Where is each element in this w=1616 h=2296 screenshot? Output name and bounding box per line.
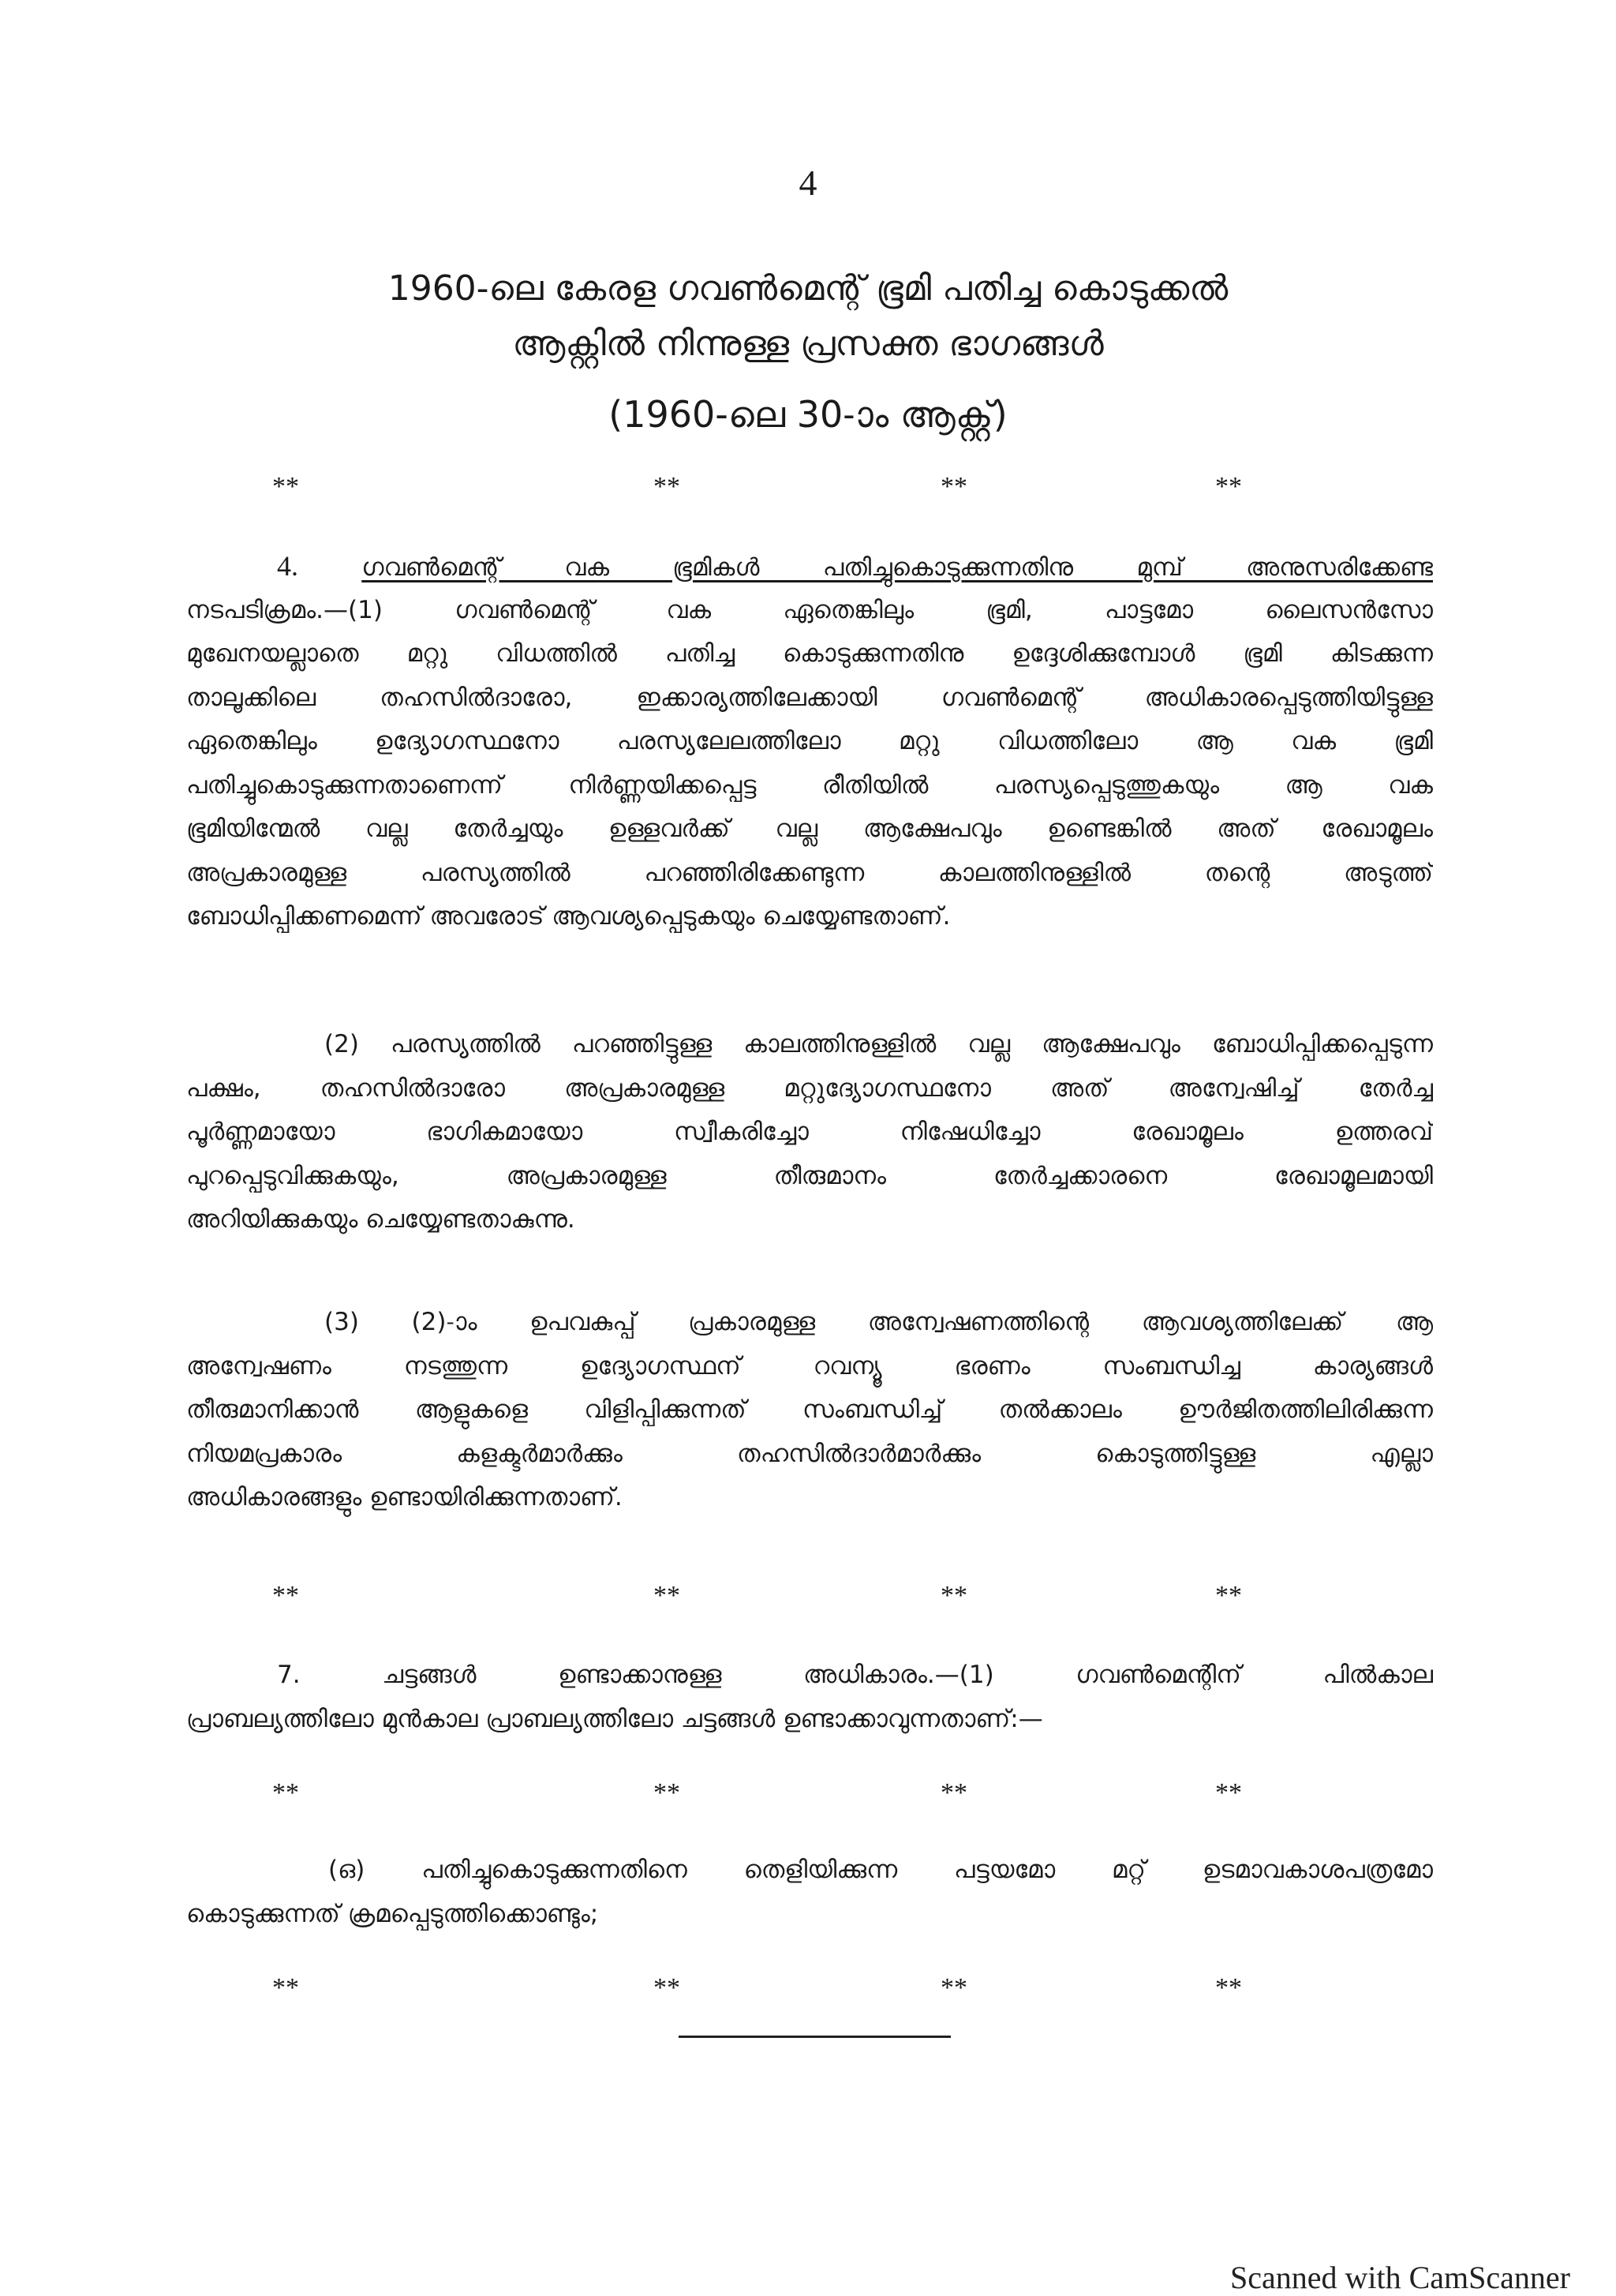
separator-stars: ** <box>941 1581 967 1610</box>
paragraph-line: ബോധിപ്പിക്കണമെന്ന് അവരോട് ആവശ്യപ്പെടുകയും ചെയ്യേണ്ടതാണ്. <box>186 902 951 931</box>
separator-row <box>0 1973 1616 2005</box>
paragraph-line: പൂർണ്ണമായോ ഭാഗികമായോ സ്വീകരിച്ചോ നിഷേധിച്ചോ രേഖാമൂലം ഉത്തരവ് <box>186 1118 1433 1146</box>
paragraph-line: അറിയിക്കുകയും ചെയ്യേണ്ടതാകുന്നു. <box>186 1205 575 1234</box>
section-7-paragraph <box>186 1654 1433 1741</box>
end-rule <box>679 2036 951 2038</box>
section-heading: ഗവൺമെന്റ് വക ഭൂമികൾ പതിച്ചുകൊടുക്കുന്നതിനു മുമ്പ് അനുസരിക്കേണ്ട <box>361 553 1433 582</box>
scanner-watermark: Scanned with CamScanner <box>1230 2260 1570 2295</box>
paragraph-line: 7. ചട്ടങ്ങൾ ഉണ്ടാക്കാനുള്ള അധികാരം.—(1) ഗവൺമെന്റിന് പിൽകാല <box>277 1661 1433 1689</box>
paragraph-line: അന്വേഷണം നടത്തുന്ന ഉദ്യോഗസ്ഥന് റവന്യൂ ഭരണം സംബന്ധിച്ച കാര്യങ്ങൾ <box>186 1351 1433 1380</box>
separator-stars: ** <box>1215 1581 1242 1610</box>
paragraph-line: അധികാരങ്ങളും ഉണ്ടായിരിക്കുന്നതാണ്. <box>186 1483 623 1511</box>
paragraph-line: ഏതെങ്കിലും ഉദ്യോഗസ്ഥനോ പരസ്യലേലത്തിലോ മറ്റു വിധത്തിലോ ആ വക ഭൂമി <box>186 727 1433 755</box>
separator-stars: ** <box>1215 1778 1242 1807</box>
section-4-3-paragraph <box>186 1301 1433 1520</box>
paragraph-line: നടപടിക്രമം.—(1) ഗവൺമെന്റ് വക ഏതെങ്കിലും ഭൂമി, പാട്ടമോ ലൈസൻസോ <box>186 595 1433 624</box>
paragraph-line: പ്രാബല്യത്തിലോ മുൻകാല പ്രാബല്യത്തിലോ ചട്ടങ്ങൾ ഉണ്ടാക്കാവുന്നതാണ്:— <box>186 1704 1043 1733</box>
act-number: (1960-ലെ 30-ാം ആക്റ്റ്) <box>608 393 1008 436</box>
paragraph-line: (3) (2)-ാം ഉപവകുപ്പ് പ്രകാരമുള്ള അന്വേഷണത്തിന്റെ ആവശ്യത്തിലേക്ക് ആ <box>324 1308 1433 1336</box>
separator-stars: ** <box>272 1973 299 2002</box>
paragraph-line: പതിച്ചുകൊടുക്കുന്നതാണെന്ന് നിർണ്ണയിക്കപ്പെട്ട രീതിയിൽ പരസ്യപ്പെടുത്തുകയും ആ വക <box>186 770 1433 800</box>
page-number: 4 <box>799 163 817 203</box>
separator-stars: ** <box>941 1778 967 1807</box>
separator-stars: ** <box>941 472 967 501</box>
section-number: 4. <box>277 550 298 582</box>
separator-stars: ** <box>653 1581 680 1610</box>
separator-row <box>0 472 1616 504</box>
paragraph-line: കൊടുക്കുന്നത് ക്രമപ്പെടുത്തിക്കൊണ്ടും; <box>186 1899 599 1928</box>
paragraph-line: നിയമപ്രകാരം കളക്ടർമാർക്കും തഹസിൽദാർമാർക്കും കൊടുത്തിട്ടുള്ള എല്ലാ <box>186 1439 1433 1468</box>
paragraph-line: പക്ഷം, തഹസിൽദാരോ അപ്രകാരമുള്ള മറ്റുദ്യോഗസ്ഥനോ അത് അന്വേഷിച്ച് തേർച്ച <box>186 1073 1433 1103</box>
separator-stars: ** <box>653 1778 680 1807</box>
separator-stars: ** <box>1215 472 1242 501</box>
section-4-2-paragraph <box>186 1023 1433 1242</box>
paragraph-line: ഭൂമിയിന്മേൽ വല്ല തേർച്ചയും ഉള്ളവർക്ക് വല്ല ആക്ഷേപവും ഉണ്ടെങ്കിൽ അത് രേഖാമൂലം <box>186 815 1433 843</box>
act-title-line-2: ആക്റ്റിൽ നിന്നുള്ള പ്രസക്ത ഭാഗങ്ങൾ <box>512 324 1104 364</box>
paragraph-line: അപ്രകാരമുള്ള പരസ്യത്തിൽ പറഞ്ഞിരിക്കേണ്ടുന്ന കാലത്തിനുള്ളിൽ തന്റെ അടുത്ത് <box>186 858 1433 887</box>
separator-row <box>0 1581 1616 1612</box>
separator-stars: ** <box>272 1581 299 1610</box>
act-title-line-1: 1960-ലെ കേരള ഗവൺമെന്റ് ഭൂമി പതിച്ച കൊടുക്കൽ <box>387 268 1229 309</box>
separator-stars: ** <box>653 472 680 501</box>
section-4-paragraph <box>186 545 1433 939</box>
separator-stars: ** <box>272 472 299 501</box>
separator-stars: ** <box>1215 1973 1242 2002</box>
separator-stars: ** <box>941 1973 967 2002</box>
paragraph-line: (2) പരസ്യത്തിൽ പറഞ്ഞിട്ടുള്ള കാലത്തിനുള്ളിൽ വല്ല ആക്ഷേപവും ബോധിപ്പിക്കപ്പെടുന്ന <box>324 1030 1433 1058</box>
separator-stars: ** <box>272 1778 299 1807</box>
section-7-o-paragraph <box>186 1848 1433 1936</box>
paragraph-line: തീരുമാനിക്കാൻ ആളുകളെ വിളിപ്പിക്കുന്നത് സംബന്ധിച്ച് തൽക്കാലം ഊർജിതത്തിലിരിക്കുന്ന <box>186 1395 1433 1424</box>
paragraph-line: (ഒ) പതിച്ചുകൊടുക്കുന്നതിനെ തെളിയിക്കുന്ന പട്ടയമോ മറ്റ് ഉടമാവകാശപത്രമോ <box>328 1856 1433 1884</box>
separator-row <box>0 1778 1616 1810</box>
paragraph-line: മുഖേനയല്ലാതെ മറ്റു വിധത്തിൽ പതിച്ച കൊടുക്കുന്നതിനു ഉദ്ദേശിക്കുമ്പോൾ ഭൂമി കിടക്കുന്ന <box>186 639 1433 668</box>
separator-stars: ** <box>653 1973 680 2002</box>
paragraph-line: പുറപ്പെടുവിക്കുകയും, അപ്രകാരമുള്ള തീരുമാനം തേർച്ചക്കാരനെ രേഖാമൂലമായി <box>186 1161 1433 1190</box>
paragraph-line <box>186 545 1433 589</box>
paragraph-line: താലൂക്കിലെ തഹസിൽദാരോ, ഇക്കാര്യത്തിലേക്കായി ഗവൺമെന്റ് അധികാരപ്പെടുത്തിയിട്ടുള്ള <box>186 683 1433 712</box>
